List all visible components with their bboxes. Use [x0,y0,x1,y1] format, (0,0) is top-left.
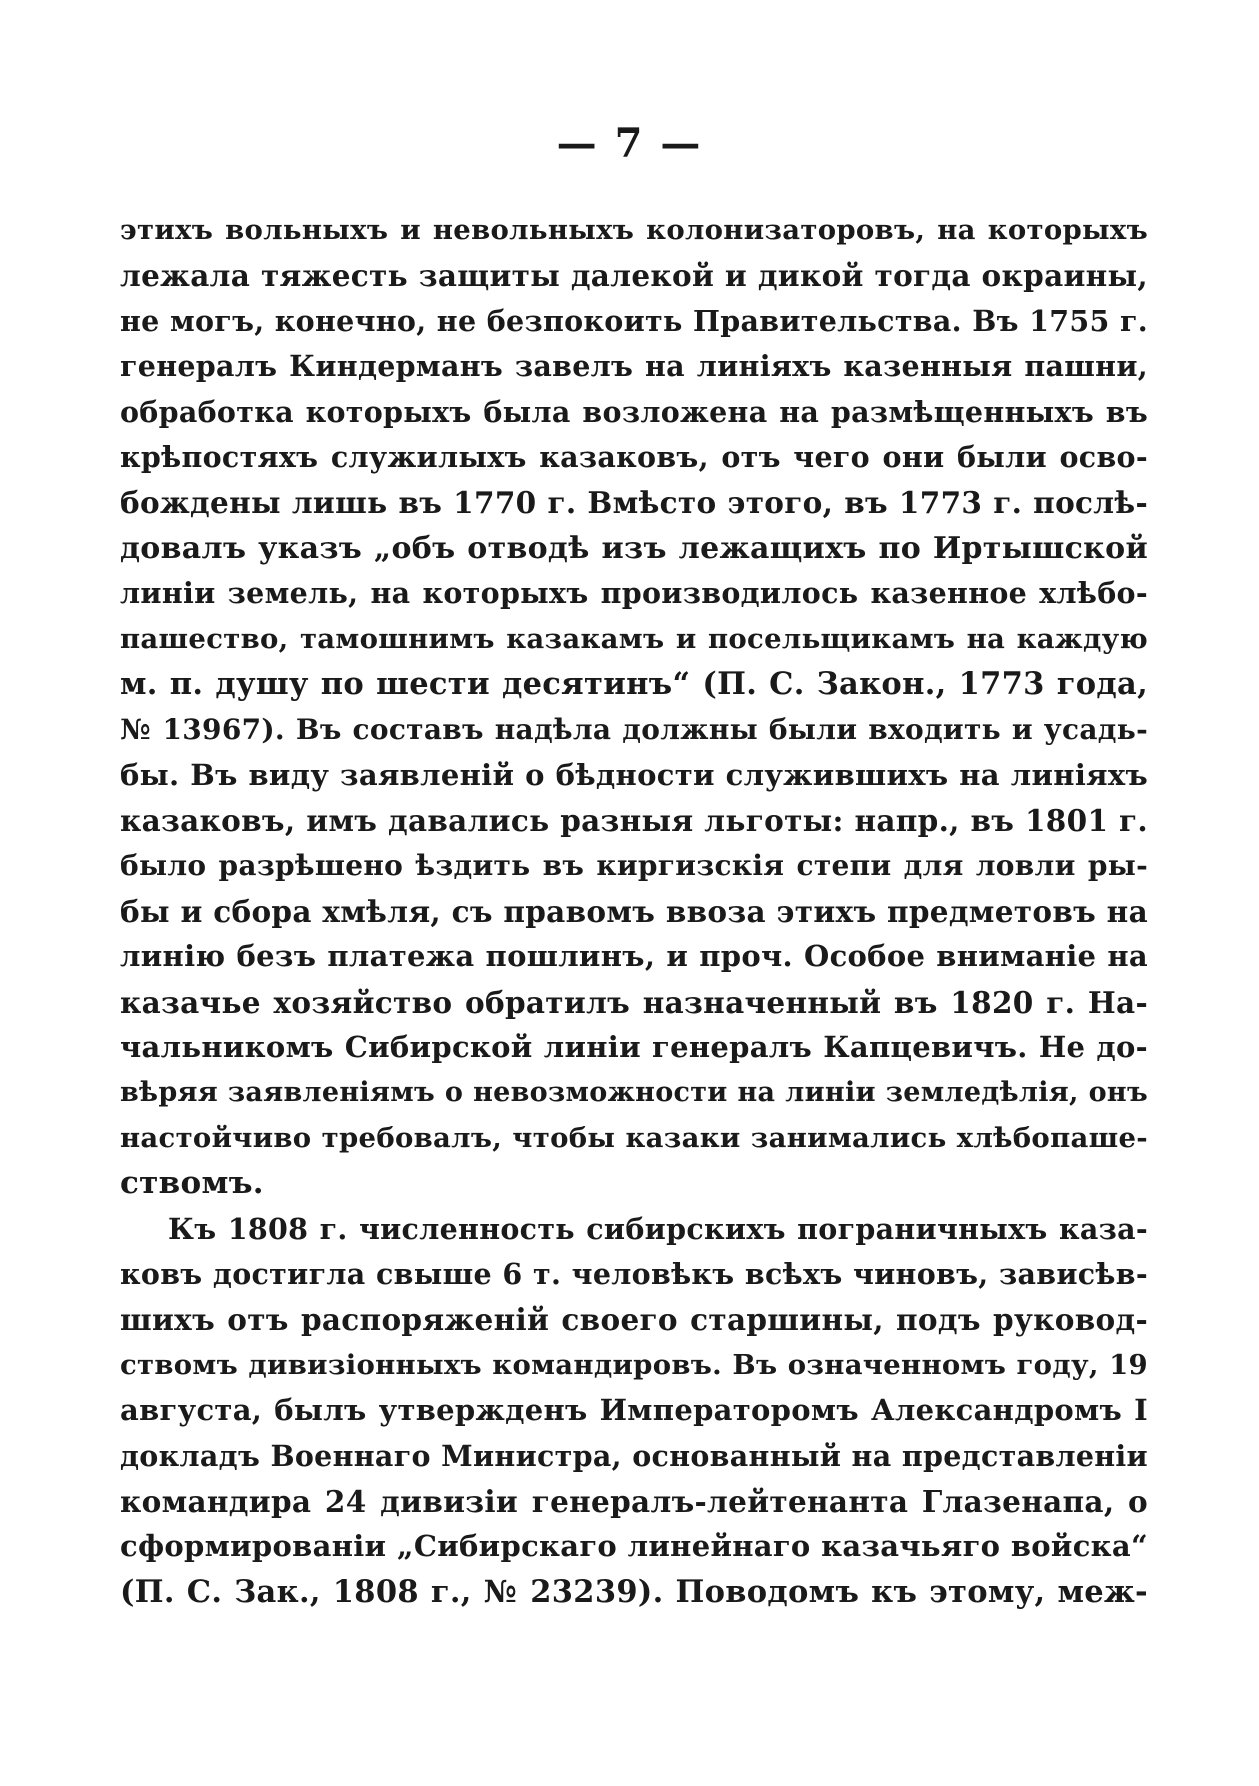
paragraph-2 [120,1207,1148,1616]
text-line: командира 24 дивизіи генералъ-лейтенанта Глазенапа, о [120,1483,1148,1519]
text-line: августа, былъ утвержденъ Императоромъ Александромъ I [120,1393,1148,1428]
text-line: не могъ, конечно, не безпокоить Правительства. Въ 1755 г. [120,303,1148,338]
text-line: сформированіи „Сибирскаго линейнаго казачьяго войска“ [120,1529,1148,1564]
text-line: генералъ Киндерманъ завелъ на линіяхъ казенныя пашни, [120,349,1148,384]
text-line: казаковъ, имъ давались разныя льготы: напр., въ 1801 г. [120,803,1148,839]
text-line: ковъ достигла свыше 6 т. человѣкъ всѣхъ чиновъ, зависѣв- [120,1256,1148,1291]
text-line: линіи земель, на которыхъ производилось казенное хлѣбо- [120,576,1148,611]
text-line: вѣряя заявленіямъ о невозможности на линіи земледѣлія, онъ [120,1077,1148,1109]
text-line: ствомъ дивизіонныхъ командировъ. Въ означенномъ году, 19 [120,1348,1148,1381]
text-block [120,208,1148,1615]
text-line: бы и сбора хмѣля, съ правомъ ввоза этихъ предметовъ на [120,893,1148,929]
text-line: чальникомъ Сибирской линіи генералъ Капцевичъ. Не до- [120,1030,1148,1065]
text-line: лежала тяжесть защиты далекой и дикой тогда окраины, [120,258,1148,294]
text-line: № 13967). Въ составъ надѣла должны были входить и усадь- [120,713,1148,747]
text-line: шихъ отъ распоряженій своего старшины, подъ руковод- [120,1302,1148,1338]
text-line: довалъ указъ „объ отводѣ изъ лежащихъ по Иртышской [120,530,1148,566]
text-line: м. п. душу по шести десятинъ“ (П. С. Закон., 1773 года, [120,665,1148,702]
paragraph-1 [120,208,1148,1207]
text-line: линію безъ платежа пошлинъ, и проч. Особое вниманіе на [120,939,1148,974]
text-line: было разрѣшено ѣздить въ киргизскія степи для ловли ры- [120,849,1148,883]
text-line: обработка которыхъ была возложена на размѣщенныхъ въ [120,394,1148,429]
text-line: бождены лишь въ 1770 г. Вмѣсто этого, въ 1773 г. послѣ- [120,485,1148,521]
text-line: (П. С. Зак., 1808 г., № 23239). Поводомъ къ этому, меж- [120,1573,1148,1610]
text-line: ствомъ. [120,1165,264,1202]
text-line: пашество, тамошнимъ казакамъ и посельщикамъ на каждую [120,622,1148,655]
text-line: докладъ Военнаго Министра, основанный на представленіи [120,1438,1148,1473]
text-line: казачье хозяйство обратилъ назначенный въ 1820 г. На- [120,984,1148,1020]
text-line: настойчиво требовалъ, чтобы казаки занимались хлѣбопаше- [120,1121,1148,1154]
text-line: Къ 1808 г. численность сибирскихъ пограничныхъ каза- [168,1211,1148,1246]
page-number: — 7 — [556,120,703,167]
text-line: крѣпостяхъ служилыхъ казаковъ, отъ чего они были осво- [120,439,1148,474]
text-line: бы. Въ виду заявленій о бѣдности служившихъ на линіяхъ [120,757,1148,792]
text-line: этихъ вольныхъ и невольныхъ колонизаторовъ, на которыхъ [120,214,1148,246]
